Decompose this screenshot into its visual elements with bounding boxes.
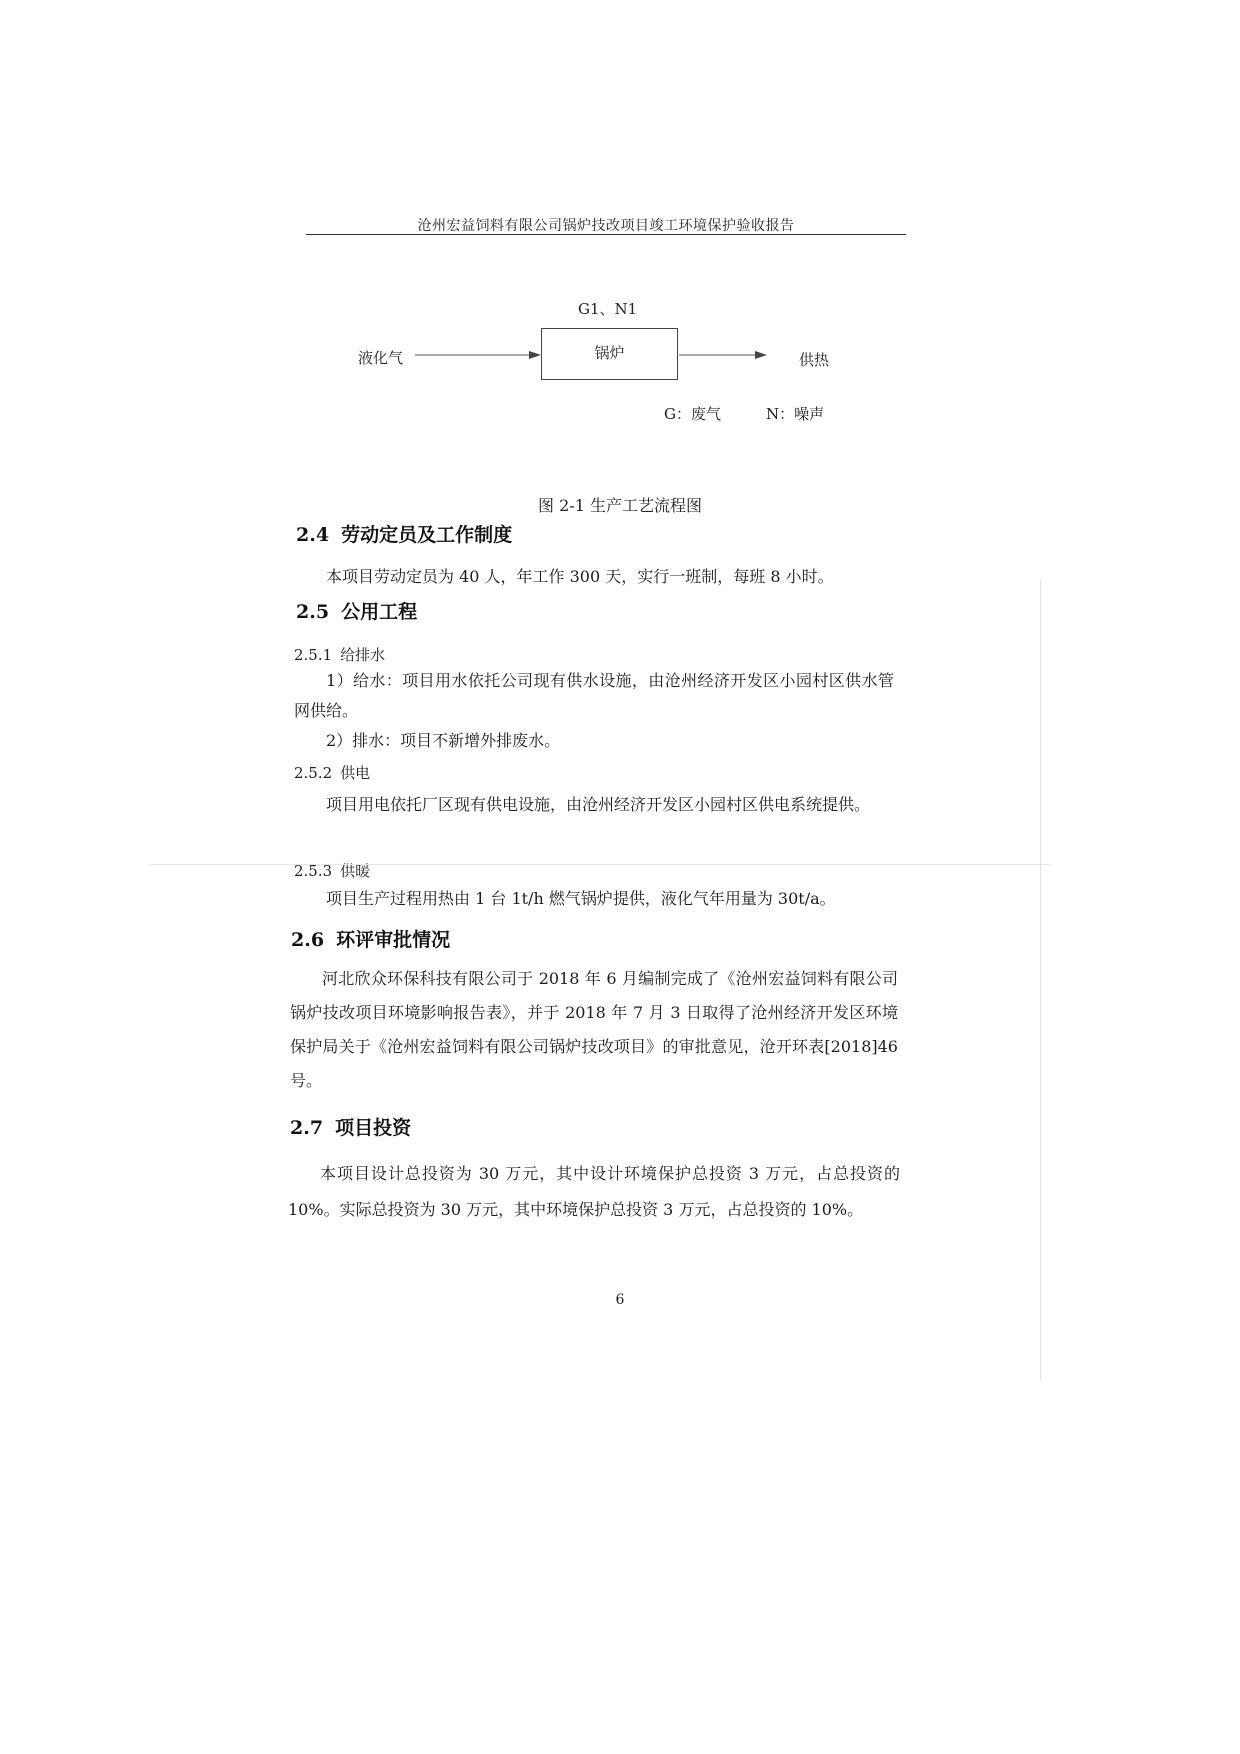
subsection-title: 供暖 xyxy=(340,862,371,880)
section-title: 项目投资 xyxy=(335,1117,412,1139)
section-heading-2-7 xyxy=(290,1113,411,1140)
water-supply-paragraph: 1）给水：项目用水依托公司现有供水设施，由沧州经济开发区小园村区供水管网供给。 xyxy=(294,671,894,720)
subsection-heading-2-5-1 xyxy=(294,644,385,665)
page-number: 6 xyxy=(615,1292,625,1308)
scan-edge-line xyxy=(1040,580,1041,1380)
section-title: 环评审批情况 xyxy=(336,929,451,951)
legend-gas: G：废气 xyxy=(664,405,721,423)
figure-caption: 图 2-1 生产工艺流程图 xyxy=(538,496,702,515)
running-header: 沧州宏益饲料有限公司锅炉技改项目竣工环境保护验收报告 xyxy=(417,218,795,234)
output-label: 供热 xyxy=(799,351,830,369)
section-title: 公用工程 xyxy=(341,601,418,623)
input-arrow xyxy=(413,348,543,362)
input-label: 液化气 xyxy=(358,349,404,367)
subsection-title: 供电 xyxy=(340,764,371,782)
legend-noise: N：噪声 xyxy=(766,405,825,423)
section-heading-2-5 xyxy=(296,597,417,624)
drainage-paragraph: 2）排水：项目不新增外排废水。 xyxy=(326,731,561,750)
emissions-label: G1、N1 xyxy=(578,300,638,318)
section-title: 劳动定员及工作制度 xyxy=(341,524,513,546)
section-heading-2-4 xyxy=(296,520,512,547)
section-heading-2-6 xyxy=(291,925,450,952)
scan-fold-line xyxy=(150,864,1050,865)
section-number: 2.4 xyxy=(296,524,330,546)
process-flow-diagram xyxy=(0,0,1240,500)
heating-paragraph: 项目生产过程用热由 1 台 1t/h 燃气锅炉提供，液化气年用量为 30t/a。 xyxy=(326,889,836,908)
eia-approval-paragraph: 河北欣众环保科技有限公司于 2018 年 6 月编制完成了《沧州宏益饲料有限公司锅炉技改项目环境影响报告表》，并于 2018 年 7 月 3 日取得了沧州经济开发区环境保护局关于《沧州宏益饲料有限公司锅炉技改项目》的审批意见，沧开环表[2018]46 号。 xyxy=(290,969,898,1090)
subsection-number: 2.5.3 xyxy=(294,862,333,880)
power-supply-paragraph: 项目用电依托厂区现有供电设施，由沧州经济开发区小园村区供电系统提供。 xyxy=(326,795,871,814)
process-label: 锅炉 xyxy=(594,344,625,362)
section-number: 2.5 xyxy=(296,601,330,623)
output-arrow xyxy=(677,348,769,362)
subsection-number: 2.5.2 xyxy=(294,764,333,782)
section-number: 2.6 xyxy=(291,929,325,951)
staffing-paragraph: 本项目劳动定员为 40 人，年工作 300 天，实行一班制，每班 8 小时。 xyxy=(326,567,834,586)
section-number: 2.7 xyxy=(290,1117,324,1139)
investment-paragraph: 本项目设计总投资为 30 万元，其中设计环境保护总投资 3 万元，占总投资的 10%。实际总投资为 30 万元，其中环境保护总投资 3 万元，占总投资的 10%。 xyxy=(288,1164,900,1219)
subsection-heading-2-5-2 xyxy=(294,762,370,783)
subsection-title: 给排水 xyxy=(340,646,386,664)
subsection-number: 2.5.1 xyxy=(294,646,333,664)
